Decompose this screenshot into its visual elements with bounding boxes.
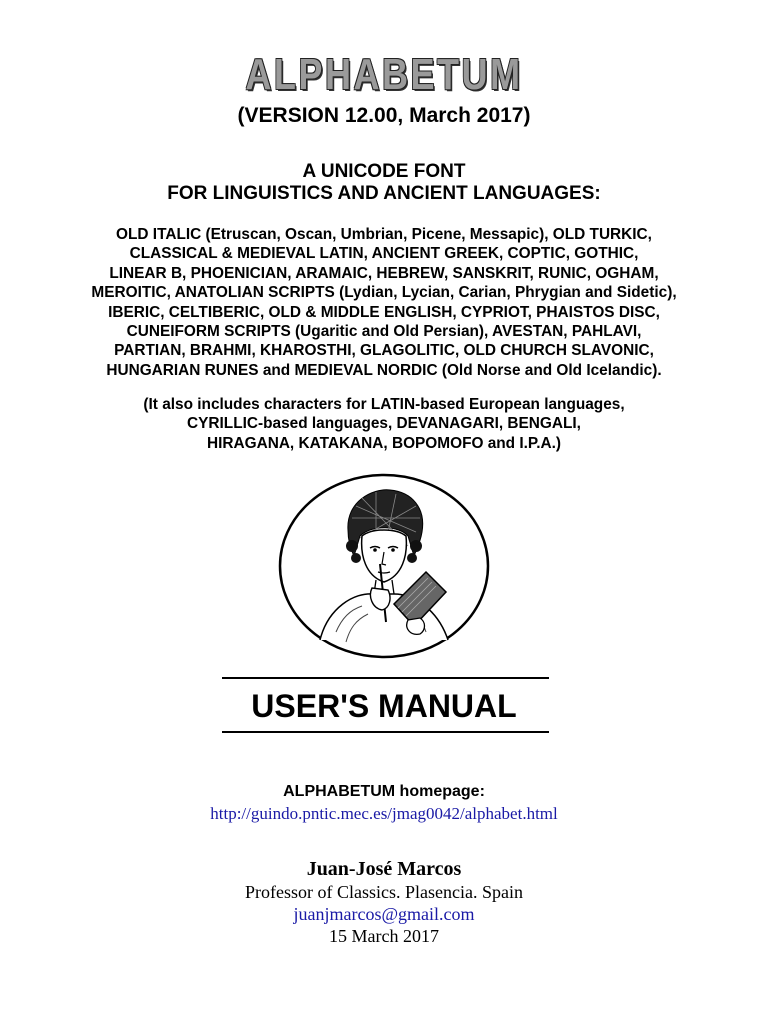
scripts-line: CLASSICAL & MEDIEVAL LATIN, ANCIENT GREEK, COPTIC, GOTHIC, <box>129 245 639 263</box>
extra-line: CYRILLIC-based languages, DEVANAGARI, BENGALI, <box>187 415 581 433</box>
subtitle-line-2: FOR LINGUISTICS AND ANCIENT LANGUAGES: <box>167 183 601 204</box>
scripts-line: MEROITIC, ANATOLIAN SCRIPTS (Lydian, Lycian, Carian, Phrygian and Sidetic), <box>91 284 677 302</box>
manual-title: USER'S MANUAL <box>251 688 517 724</box>
author-email-link[interactable]: juanjmarcos@gmail.com <box>293 904 475 924</box>
scripts-list <box>0 225 768 380</box>
publication-date: 15 March 2017 <box>329 926 439 946</box>
extra-line: (It also includes characters for LATIN-based European languages, <box>143 396 625 413</box>
extra-line: HIRAGANA, KATAKANA, BOPOMOFO and I.P.A.) <box>207 434 561 452</box>
scripts-line: CUNEIFORM SCRIPTS (Ugaritic and Old Persian), AVESTAN, PAHLAVI, <box>126 323 642 341</box>
version-line: (VERSION 12.00, March 2017) <box>237 104 531 127</box>
scripts-line: LINEAR B, PHOENICIAN, ARAMAIC, HEBREW, SANSKRIT, RUNIC, OGHAM, <box>109 264 659 282</box>
subtitle-line-1: A UNICODE FONT <box>302 161 466 182</box>
scripts-line: OLD ITALIC (Etruscan, Oscan, Umbrian, Picene, Messapic), OLD TURKIC, <box>116 226 652 243</box>
extra-languages <box>0 395 768 453</box>
author-name: Juan-José Marcos <box>306 858 462 880</box>
homepage-link[interactable]: http://guindo.pntic.mec.es/jmag0042/alphabet.html <box>210 804 558 823</box>
scripts-line: IBERIC, CELTIBERIC, OLD & MIDDLE ENGLISH, CYPRIOT, PHAISTOS DISC, <box>108 303 660 321</box>
alphabetum-logo: ALPHABETUM <box>245 50 523 99</box>
scripts-line: PARTIAN, BRAHMI, KHAROSTHI, GLAGOLITIC, OLD CHURCH SLAVONIC, <box>114 342 654 360</box>
sappho-portrait-illustration <box>276 472 492 660</box>
title-rule-bottom <box>222 731 549 733</box>
title-rule-top <box>222 677 549 679</box>
scripts-line: HUNGARIAN RUNES and MEDIEVAL NORDIC (Old Norse and Old Icelandic). <box>106 361 662 379</box>
author-affiliation: Professor of Classics. Plasencia. Spain <box>245 882 523 902</box>
subtitle <box>0 161 768 205</box>
homepage-label: ALPHABETUM homepage: <box>283 783 485 800</box>
